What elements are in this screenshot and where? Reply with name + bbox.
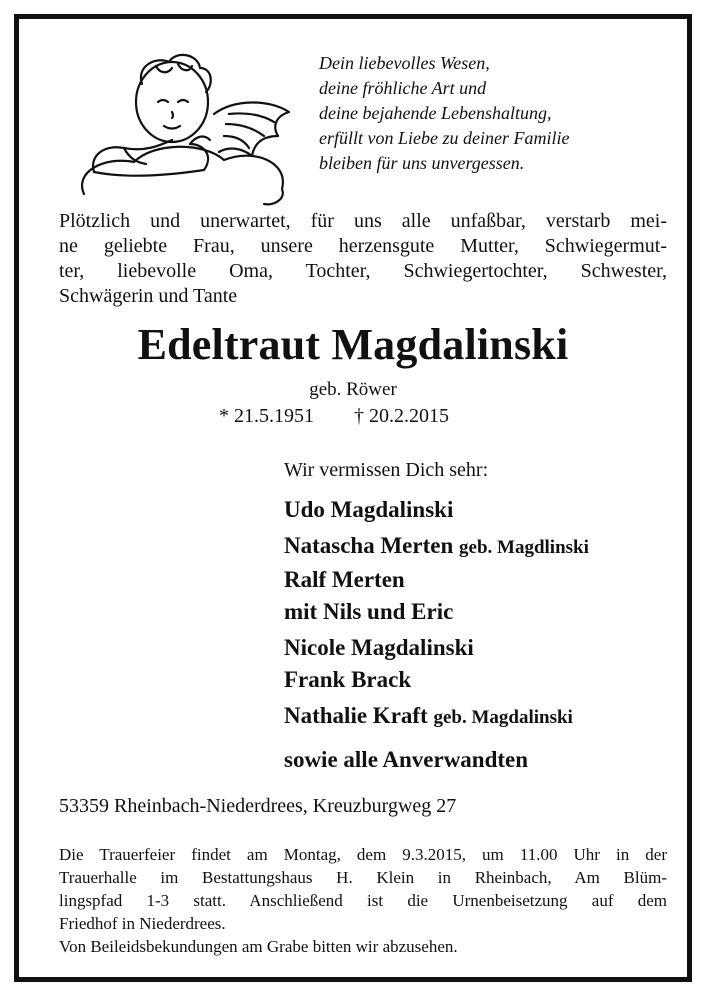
mourners-intro: Wir vermissen Dich sehr: [284, 459, 489, 481]
announcement-line: Schwägerin und Tante [59, 285, 238, 307]
mourner: Ralf Merten [284, 567, 405, 592]
mourner [284, 700, 589, 734]
service-note: Von Beileidsbekundungen am Grabe bitten wir abzusehen. [59, 937, 458, 956]
service-line: Trauerhalle im Bestattungshaus H. Klein in Rheinbach, Am Blüm- [59, 868, 667, 887]
birth-date: * 21.5.1951 [219, 405, 314, 427]
family-address: 53359 Rheinbach-Niederdrees, Kreuzburgweg 27 [59, 795, 457, 817]
service-line: Friedhof in Niederdrees. [59, 914, 226, 933]
announcement-line: Plötzlich und unerwartet, für uns alle unfaßbar, verstarb mei- [59, 210, 667, 232]
mourner: Udo Magdalinski [284, 497, 454, 522]
service-info [59, 843, 667, 958]
service-line: Die Trauerfeier findet am Montag, dem 9.3.2015, um 11.00 Uhr in der [59, 845, 667, 864]
death-date: † 20.2.2015 [354, 405, 449, 427]
mourner-birth-name: geb. Magdalinski [433, 707, 573, 728]
announcement-line: ne geliebte Frau, unsere herzensgute Mutter, Schwiegermut- [59, 235, 667, 257]
obituary-notice [14, 14, 692, 982]
mourner-birth-name: geb. Magdlinski [459, 537, 589, 558]
mourner [284, 530, 589, 564]
poem-line: deine fröhliche Art und [319, 78, 487, 98]
mourner: Nicole Magdalinski [284, 635, 474, 660]
mourners-list [284, 459, 589, 776]
poem-line: deine bejahende Lebenshaltung, [319, 103, 552, 123]
poem-line: erfüllt von Liebe zu deiner Familie [319, 128, 570, 148]
life-dates [219, 405, 449, 428]
deceased-name: Edeltraut Magdalinski [137, 320, 569, 369]
service-line: lingspfad 1-3 statt. Anschließend ist die Urnenbeisetzung auf dem [59, 891, 667, 910]
mourner: Frank Brack [284, 667, 412, 692]
mourner: mit Nils und Eric [284, 599, 454, 624]
angel-on-cloud-icon [64, 44, 304, 209]
birth-name: geb. Röwer [309, 379, 397, 400]
poem-line: Dein liebevolles Wesen, [319, 53, 490, 73]
poem-line: bleiben für uns unvergessen. [319, 153, 525, 173]
mourner-name: Natascha Merten [284, 533, 454, 558]
mourner-name: Nathalie Kraft [284, 703, 428, 728]
announcement-text [59, 209, 667, 309]
announcement-line: ter, liebevolle Oma, Tochter, Schwiegertochter, Schwester, [59, 260, 667, 282]
poem-verse [319, 51, 569, 176]
mourner: sowie alle Anverwandten [284, 747, 529, 772]
